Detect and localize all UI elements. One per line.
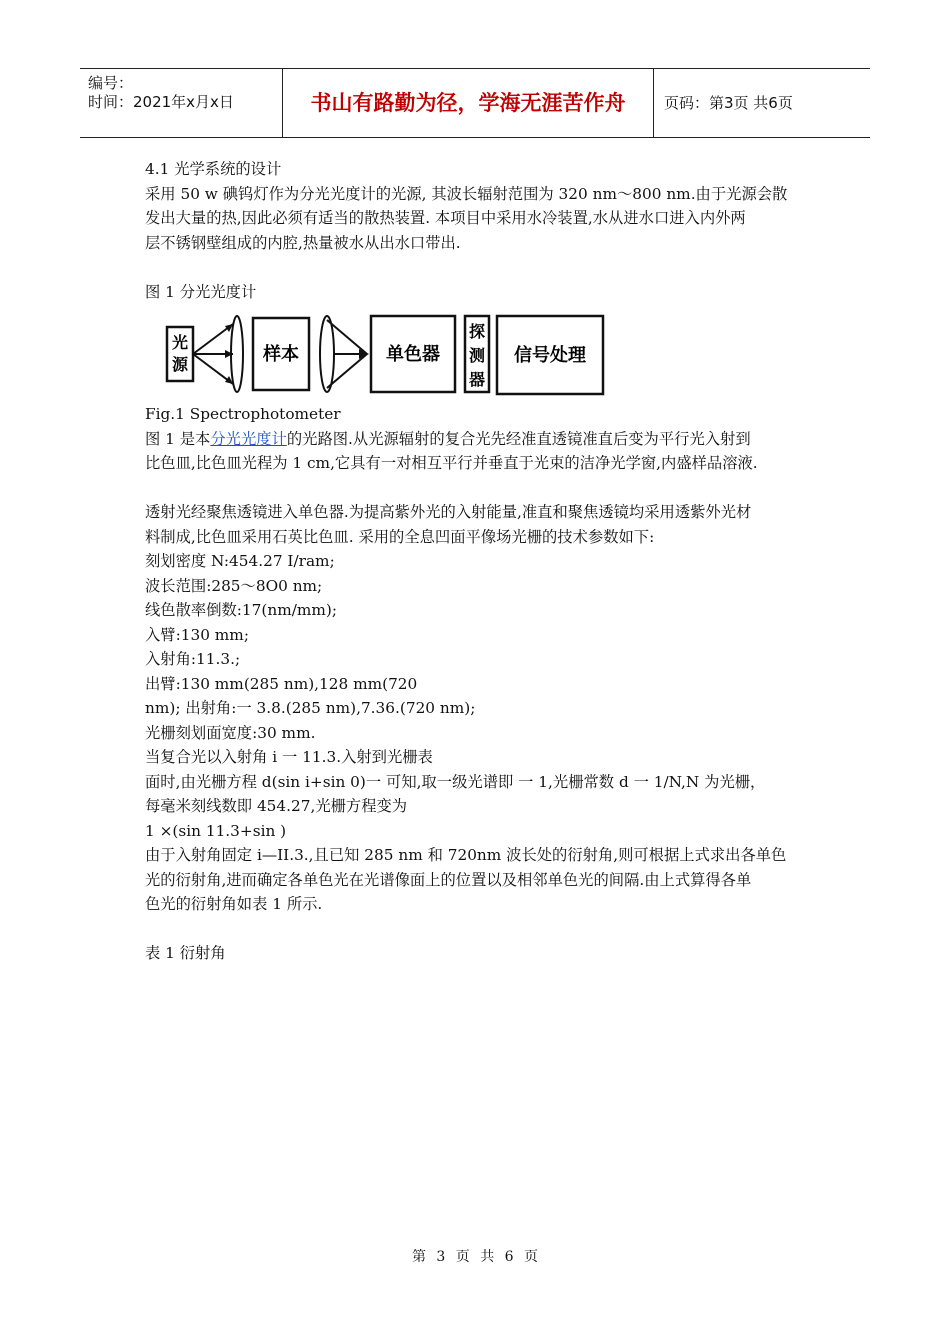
page-header bbox=[80, 68, 870, 138]
para3-line: 料制成,比色皿采用石英比色皿. 采用的全息凹面平像场光栅的技术参数如下: bbox=[145, 527, 655, 546]
header-meta-cell bbox=[80, 69, 283, 137]
figure-caption-en: Fig.1 Spectrophotometer bbox=[145, 405, 341, 423]
sample-label: 样本 bbox=[263, 344, 299, 365]
signal-label: 信号处理 bbox=[514, 345, 586, 366]
para2-prefix: 图 1 是本 bbox=[145, 429, 211, 448]
param-line: 线色散率倒数:17(nm/mm); bbox=[145, 601, 338, 619]
table-caption: 表 1 衍射角 bbox=[145, 944, 226, 962]
para1-line: 层不锈钢壁组成的内腔,热量被水从出水口带出. bbox=[145, 233, 461, 252]
footer-ye: 页 bbox=[455, 1249, 470, 1265]
figure-caption-cn: 图 1 分光光度计 bbox=[145, 282, 257, 301]
footer-di: 第 bbox=[411, 1249, 426, 1265]
para1-line: 发出大量的热,因此必须有适当的散热装置. 本项目中采用水冷装置,水从进水口进入内外两 bbox=[145, 209, 746, 227]
param-line: 入臂:130 mm; bbox=[145, 625, 249, 644]
equation-line: 1 ×(sin 11.3+sin ) bbox=[145, 821, 287, 840]
date-label: 时间：2021年x月x日 bbox=[88, 93, 234, 111]
param-line: 光栅刻划面宽度:30 mm. bbox=[145, 723, 316, 742]
source-label-char2: 源 bbox=[171, 355, 189, 374]
footer-total-pages: 6 bbox=[504, 1249, 514, 1265]
para2-line: 比色皿,比色皿光程为 1 cm,它具有一对相互平行并垂直于光束的洁净光学窗,内盛样品溶液. bbox=[145, 454, 758, 472]
footer-ye: 页 bbox=[524, 1249, 539, 1265]
para3-line: 色光的衍射角如表 1 所示. bbox=[145, 895, 323, 913]
para3-line: 面时,由光栅方程 d(sin i+sin 0)一 可知,取一级光谱即 一 1,光栅常数 d 一 1/N,N 为光栅， bbox=[145, 772, 766, 791]
detector-label-char2: 测 bbox=[468, 346, 486, 365]
param-line: nm); 出射角:一 3.8.(285 nm),7.36.(720 nm); bbox=[145, 699, 476, 717]
page-label: 页码：第3页 共6页 bbox=[664, 94, 793, 112]
section-title: 4.1 光学系统的设计 bbox=[145, 160, 282, 178]
number-label: 编号： bbox=[88, 74, 134, 92]
source-label-char1: 光 bbox=[171, 333, 189, 352]
footer-page-number: 3 bbox=[436, 1249, 446, 1265]
page-footer bbox=[0, 1246, 950, 1266]
para1-line: 采用 50 w 碘钨灯作为分光光度计的光源, 其波长辐射范围为 320 nm～800 nm.由于光源会散 bbox=[145, 184, 788, 203]
para3-line: 透射光经聚焦透镜进入单色器.为提高紫外光的入射能量,准直和聚焦透镜均采用透紫外光材 bbox=[145, 503, 752, 521]
motto: 书山有路勤为径，学海无涯苦作舟 bbox=[283, 69, 654, 137]
monochromator-label: 单色器 bbox=[386, 344, 440, 365]
detector-label-char3: 器 bbox=[468, 370, 486, 389]
para2-suffix: 的光路图.从光源辐射的复合光先经准直透镜准直后变为平行光入射到 bbox=[286, 429, 751, 448]
param-line: 入射角:11.3.; bbox=[145, 650, 241, 668]
param-line: 刻划密度 N:454.27 I/ram; bbox=[145, 552, 335, 570]
para3-line: 当复合光以入射角 i 一 11.3.入射到光栅表 bbox=[145, 748, 433, 766]
detector-label-char1: 探 bbox=[468, 322, 486, 341]
para3-line: 每毫米刻线数即 454.27,光栅方程变为 bbox=[145, 797, 408, 815]
para2-line bbox=[145, 427, 810, 452]
param-line: 出臂:130 mm(285 nm),128 mm(720 bbox=[145, 674, 418, 693]
spectrophotometer-link[interactable]: 分光光度计 bbox=[210, 429, 287, 448]
para3-line: 由于入射角固定 i—II.3.,且已知 285 nm 和 720nm 波长处的衍射角,则可根据上式求出各单色 bbox=[145, 846, 787, 864]
para3-line: 光的衍射角,进而确定各单色光在光谱像面上的位置以及相邻单色光的间隔.由上式算得各单 bbox=[145, 870, 752, 889]
document-body bbox=[145, 157, 810, 966]
spectrophotometer-diagram bbox=[145, 310, 605, 400]
focusing-lens bbox=[320, 316, 334, 392]
footer-gong: 共 bbox=[480, 1249, 495, 1265]
param-line: 波长范围:285～8O0 nm; bbox=[145, 576, 323, 595]
